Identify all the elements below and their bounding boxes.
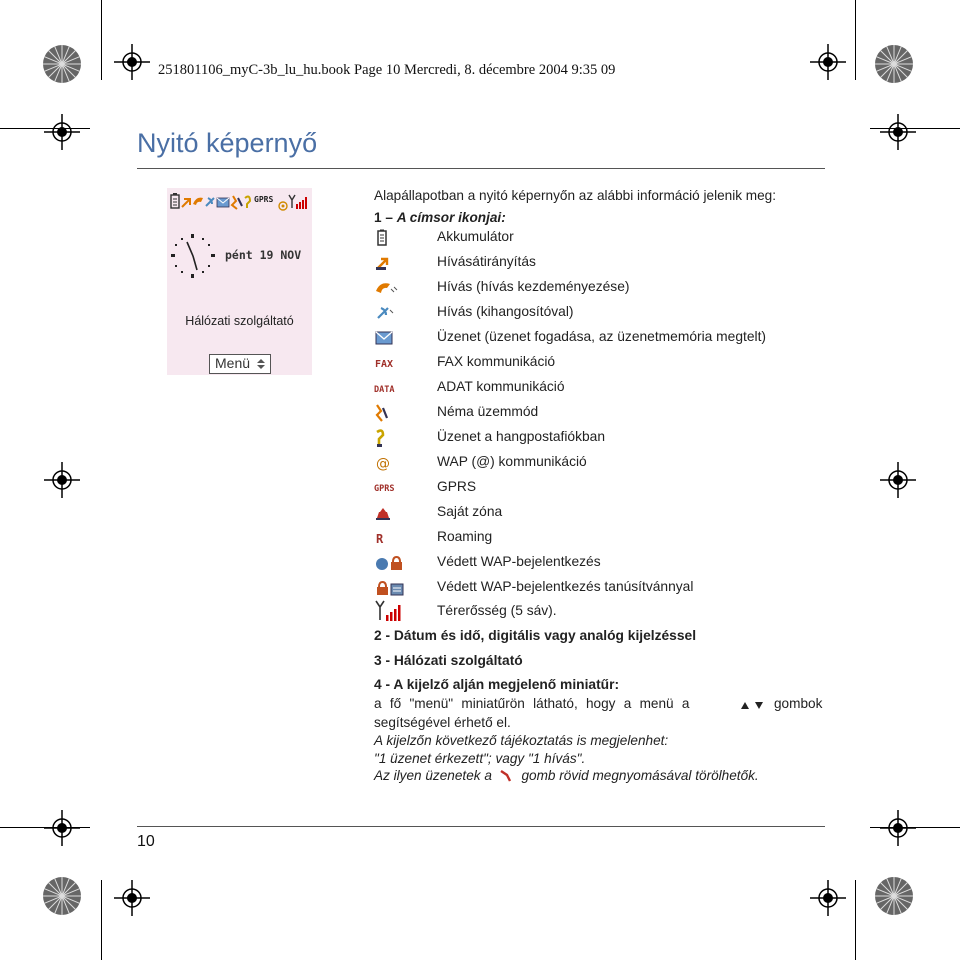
gprs-text: GPRS — [254, 195, 274, 204]
svg-text:R: R — [376, 532, 384, 546]
note-text-start: Az ilyen üzenetek a — [374, 768, 492, 783]
registration-mark-icon — [44, 114, 80, 150]
icon-label: FAX kommunikáció — [437, 354, 556, 369]
page-title: Nyitó képernyő — [137, 128, 318, 158]
icon-label: ADAT kommunikáció — [437, 379, 565, 394]
battery-icon — [374, 229, 406, 247]
registration-mark-icon — [880, 462, 916, 498]
section-4-heading: 4 - A kijelző alján megjelenő miniatűr: — [374, 677, 620, 692]
registration-mark-icon — [810, 880, 846, 916]
menu-label: Menü — [215, 355, 251, 371]
menu-description-line-2: segítségével érhető el. — [374, 715, 511, 730]
svg-text:GPRS: GPRS — [374, 484, 395, 494]
section-1-number: 1 – — [374, 210, 397, 225]
battery-icon — [171, 193, 179, 208]
hang-up-key-icon — [499, 769, 515, 783]
status-bar — [170, 192, 310, 212]
note-text-end: gomb rövid megnyomásával törölhetők. — [521, 768, 759, 783]
icon-row — [374, 377, 814, 399]
handsfree-call-icon — [206, 198, 214, 206]
icon-row — [374, 327, 814, 349]
icon-label: Akkumulátor — [437, 229, 514, 244]
starburst-mark-icon — [874, 876, 914, 916]
footer-rule — [137, 826, 825, 827]
phone-screen — [167, 188, 312, 375]
section-1-label: A címsor ikonjai: — [396, 210, 506, 225]
voicemail-icon — [245, 197, 250, 208]
svg-text:FAX: FAX — [375, 359, 394, 370]
note-line-2: "1 üzenet érkezett"; vagy "1 hívás". — [374, 751, 586, 766]
fax-icon — [374, 354, 406, 372]
note-line-3 — [374, 768, 759, 783]
voicemail-icon — [374, 429, 406, 447]
phone-date: pént 19 NOV — [225, 248, 302, 262]
icon-label: Üzenet a hangpostafiókban — [437, 429, 605, 444]
icon-row — [374, 252, 814, 274]
page-header: 251801106_myC-3b_lu_hu.book Page 10 Mercredi, 8. décembre 2004 9:35 09 — [158, 62, 616, 78]
intro-text: Alapállapotban a nyitó képernyőn az alábbi információ jelenik meg: — [374, 188, 777, 203]
gprs-icon — [374, 479, 406, 497]
section-1-heading — [374, 210, 506, 225]
icon-row — [374, 427, 814, 449]
icon-label: Saját zóna — [437, 504, 503, 519]
icon-label: Hívás (hívás kezdeményezése) — [437, 279, 630, 294]
menu-softkey — [209, 354, 271, 374]
silent-mode-icon — [232, 196, 242, 209]
call-start-icon — [193, 198, 203, 205]
data-icon — [374, 379, 406, 397]
icon-label: GPRS — [437, 479, 477, 494]
up-down-arrows-icon — [256, 358, 266, 370]
icon-row — [374, 477, 814, 499]
icon-label: Hívásátirányítás — [437, 254, 536, 269]
starburst-mark-icon — [42, 44, 82, 84]
section-3-heading: 3 - Hálózati szolgáltató — [374, 653, 523, 668]
envelope-icon — [217, 198, 229, 207]
analog-clock-icon — [169, 232, 217, 280]
page-number: 10 — [137, 833, 155, 850]
icon-row — [374, 577, 814, 599]
icon-label: Üzenet (üzenet fogadása, az üzenetmemória megtelt) — [437, 329, 767, 344]
secure-wap-cert-icon — [374, 579, 406, 597]
icon-label: Hívás (kihangosítóval) — [437, 304, 574, 319]
registration-mark-icon — [44, 810, 80, 846]
roaming-icon — [374, 529, 406, 547]
icon-row — [374, 601, 814, 623]
icon-row — [374, 527, 814, 549]
registration-mark-icon — [880, 810, 916, 846]
wap-icon — [374, 454, 406, 472]
menu-description-text-end: gombok — [774, 696, 823, 711]
icon-label: Roaming — [437, 529, 493, 544]
network-operator: Hálózati szolgáltató — [185, 314, 294, 328]
menu-description-text: a fő "menü" miniatűrön látható, hogy a menü a — [374, 696, 690, 711]
icon-row — [374, 302, 814, 324]
home-zone-icon — [374, 504, 406, 522]
icon-label: WAP (@) kommunikáció — [437, 454, 587, 469]
svg-text:@: @ — [376, 456, 390, 472]
secure-wap-icon — [374, 554, 406, 572]
icon-row — [374, 352, 814, 374]
starburst-mark-icon — [42, 876, 82, 916]
starburst-mark-icon — [874, 44, 914, 84]
icon-row — [374, 402, 814, 424]
registration-mark-icon — [44, 462, 80, 498]
icon-label: Néma üzemmód — [437, 404, 539, 419]
icon-label: Térerősség (5 sáv). — [437, 603, 557, 618]
silent-mode-icon — [374, 404, 406, 422]
icon-label: Védett WAP-bejelentkezés — [437, 554, 601, 569]
registration-mark-icon — [810, 44, 846, 80]
registration-mark-icon — [114, 44, 150, 80]
navigation-keys-icon — [739, 699, 767, 711]
icon-row — [374, 552, 814, 574]
call-forward-icon — [374, 254, 406, 272]
registration-mark-icon — [114, 880, 150, 916]
icon-row — [374, 502, 814, 524]
note-line-1: A kijelzőn következő tájékoztatás is megjelenhet: — [374, 733, 669, 748]
wap-icon — [279, 202, 287, 210]
handsfree-call-icon — [374, 304, 406, 322]
registration-mark-icon — [880, 114, 916, 150]
icon-row — [374, 277, 814, 299]
icon-row — [374, 452, 814, 474]
icon-label: Védett WAP-bejelentkezés tanúsítvánnyal — [437, 579, 694, 594]
menu-description-line-1 — [374, 696, 826, 711]
icon-row — [374, 227, 814, 249]
envelope-icon — [374, 329, 406, 347]
section-2-heading: 2 - Dátum és idő, digitális vagy analóg kijelzéssel — [374, 628, 697, 643]
signal-strength-icon — [289, 195, 307, 209]
signal-strength-icon — [374, 600, 406, 622]
call-forward-icon — [182, 199, 190, 207]
title-rule — [137, 168, 825, 169]
call-start-icon — [374, 279, 406, 297]
svg-text:DATA: DATA — [374, 385, 395, 395]
